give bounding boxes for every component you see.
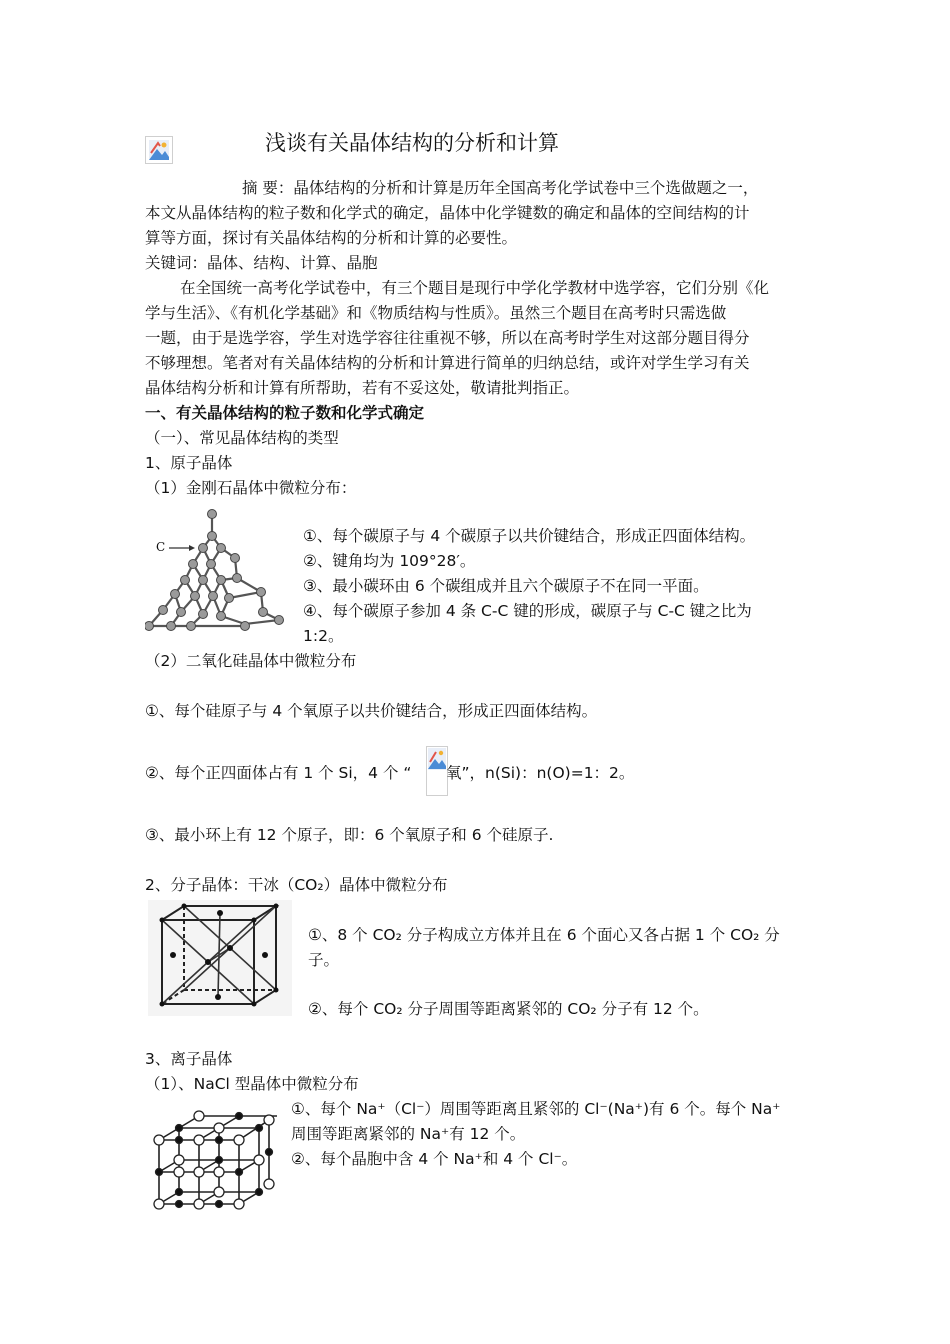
abstract-line: 算等方面，探讨有关晶体结构的分析和计算的必要性。 (145, 229, 518, 247)
sio2-point: ②、每个正四面体占有 1 个 Si，4 个 “ (145, 764, 412, 782)
intro-line: 学与生活》、《有机化学基础》和《物质结构与性质》。虽然三个题目在高考时只需选做 (145, 304, 727, 322)
diamond-title: （1）金刚石晶体中微粒分布： (145, 479, 357, 497)
molecular-crystal-heading: 2、分子晶体：干冰（CO₂）晶体中微粒分布 (145, 876, 448, 894)
atomic-crystal-heading: 1、原子晶体 (145, 454, 233, 472)
diamond-point: ③、最小碳环由 6 个碳组成并且六个碳原子不在同一平面。 (303, 577, 709, 595)
sio2-point: ③、最小环上有 12 个原子，即：6 个氧原子和 6 个硅原子. (145, 826, 554, 844)
nacl-structure-figure (143, 1106, 277, 1222)
abstract-line: 本文从晶体结构的粒子数和化学式的确定，晶体中化学键数的确定和晶体的空间结构的计 (145, 204, 750, 222)
section-heading: 一、有关晶体结构的粒子数和化学式确定 (145, 404, 425, 422)
ionic-crystal-heading: 3、离子晶体 (145, 1050, 233, 1068)
co2-point: ①、8 个 CO₂ 分子构成立方体并且在 6 个面心又各占据 1 个 CO₂ 分 (308, 926, 780, 944)
intro-line: 不够理想。笔者对有关晶体结构的分析和计算进行简单的归纳总结，或许对学生学习有关 (145, 354, 750, 372)
nacl-point: ①、每个 Na⁺（Cl⁻）周围等距离且紧邻的 Cl⁻(Na⁺)有 6 个。每个 Na⁺ (291, 1100, 781, 1118)
keywords: 关键词：晶体、结构、计算、晶胞 (145, 254, 378, 272)
co2-point: 子。 (308, 951, 340, 969)
abstract-line: 摘 要：晶体结构的分析和计算是历年全国高考化学试卷中三个选做题之一， (242, 179, 759, 197)
sio2-point: ①、每个硅原子与 4 个氧原子以共价键结合，形成正四面体结构。 (145, 702, 598, 720)
diamond-point: ④、每个碳原子参加 4 条 C-C 键的形成，碳原子与 C-C 键之比为 (303, 602, 752, 620)
diamond-point: 1:2。 (303, 627, 344, 645)
subsection-heading: （一）、常见晶体结构的类型 (145, 429, 339, 447)
sio2-point-cont: 氧”，n(Si)：n(O)=1：2。 (446, 764, 635, 782)
nacl-title: （1）、NaCl 型晶体中微粒分布 (145, 1075, 359, 1093)
dry-ice-structure-figure (148, 900, 292, 1016)
intro-line: 晶体结构分析和计算有所帮助，若有不妥这处，敬请批判指正。 (145, 379, 580, 397)
sio2-title: （2）二氧化硅晶体中微粒分布 (145, 652, 357, 670)
diamond-carbon-label: C (156, 540, 166, 554)
diamond-point: ②、键角均为 109°28′。 (303, 552, 476, 570)
nacl-point: 周围等距离紧邻的 Na⁺有 12 个。 (291, 1125, 526, 1143)
intro-line: 一题，由于是选学容，学生对选学容往往重视不够，所以在高考时学生对这部分题目得分 (145, 329, 750, 347)
intro-line: 在全国统一高考化学试卷中，有三个题目是现行中学化学教材中选学容，它们分别《化 (180, 279, 770, 297)
nacl-point: ②、每个晶胞中含 4 个 Na⁺和 4 个 Cl⁻。 (291, 1150, 578, 1168)
broken-image-icon (145, 136, 173, 164)
diamond-structure-figure (145, 508, 285, 636)
diamond-point: ①、每个碳原子与 4 个碳原子以共价键结合，形成正四面体结构。 (303, 527, 756, 545)
co2-point: ②、每个 CO₂ 分子周围等距离紧邻的 CO₂ 分子有 12 个。 (308, 1000, 709, 1018)
page-title: 浅谈有关晶体结构的分析和计算 (265, 131, 559, 155)
broken-image-icon (426, 746, 448, 796)
